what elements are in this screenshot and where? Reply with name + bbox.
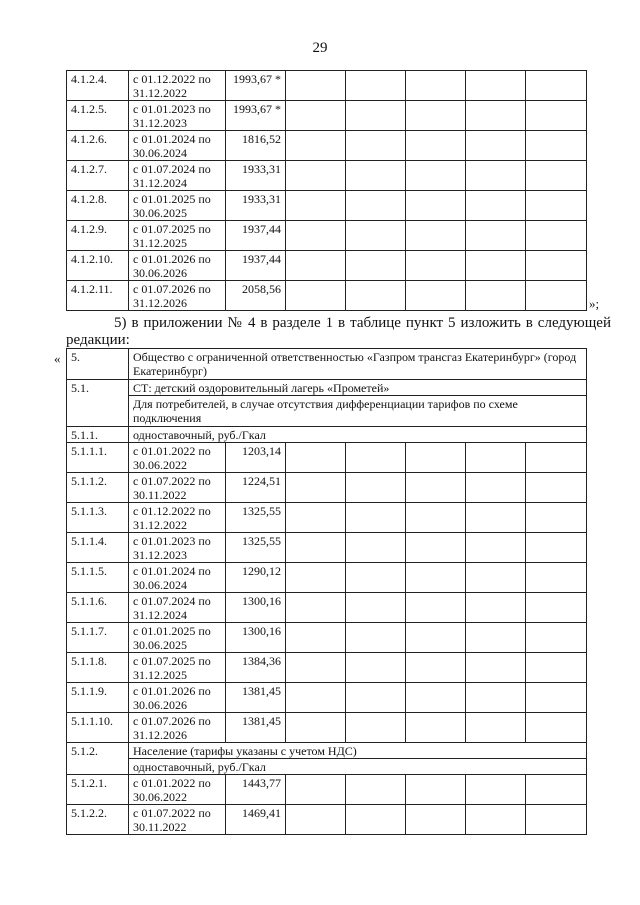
population-rate-label: одноставочный, руб./Гкал [129, 759, 587, 775]
org-row [67, 349, 587, 380]
empty-cell [526, 251, 587, 281]
row-value: 1937,44 [226, 221, 286, 251]
empty-cell [346, 101, 406, 131]
table-row [67, 805, 587, 835]
empty-cell [346, 683, 406, 713]
empty-cell [406, 251, 466, 281]
empty-cell [526, 805, 587, 835]
empty-cell [286, 533, 346, 563]
empty-cell [466, 805, 526, 835]
empty-cell [346, 775, 406, 805]
empty-cell [346, 191, 406, 221]
empty-cell [526, 191, 587, 221]
empty-cell [286, 563, 346, 593]
table-row [67, 533, 587, 563]
table-row [67, 563, 587, 593]
empty-cell [346, 131, 406, 161]
empty-cell [466, 191, 526, 221]
row-period: с 01.01.2024 по 30.06.2024 [129, 563, 226, 593]
row-period: с 01.01.2022 по 30.06.2022 [129, 443, 226, 473]
empty-cell [346, 503, 406, 533]
empty-cell [526, 503, 587, 533]
empty-cell [286, 623, 346, 653]
population-row [67, 743, 587, 759]
consumers-note: Для потребителей, в случае отсутствия дифференциации тарифов по схеме подключения [129, 396, 587, 427]
empty-cell [406, 713, 466, 743]
empty-cell [466, 563, 526, 593]
table-row [67, 251, 587, 281]
row-code: 4.1.2.6. [67, 131, 129, 161]
row-value: 2058,56 [226, 281, 286, 311]
empty-cell [466, 101, 526, 131]
row-code: 5.1.1.7. [67, 623, 129, 653]
row-period: с 01.12.2022 по 31.12.2022 [129, 503, 226, 533]
empty-cell [466, 281, 526, 311]
tariff-table-bottom [66, 348, 587, 835]
table-row [67, 443, 587, 473]
empty-cell [406, 653, 466, 683]
empty-cell [526, 563, 587, 593]
row-code: 4.1.2.11. [67, 281, 129, 311]
empty-cell [286, 101, 346, 131]
empty-cell [346, 251, 406, 281]
empty-cell [406, 221, 466, 251]
row-period: с 01.01.2022 по 30.06.2022 [129, 775, 226, 805]
empty-cell [346, 71, 406, 101]
row-code: 5.1.2.1. [67, 775, 129, 805]
empty-cell [466, 131, 526, 161]
empty-cell [346, 161, 406, 191]
org-code: 5. [67, 349, 129, 380]
st-name: СТ: детский оздоровительный лагерь «Прометей» [129, 380, 587, 396]
empty-cell [526, 131, 587, 161]
one-rate-code: 5.1.1. [67, 427, 129, 443]
empty-cell [286, 251, 346, 281]
empty-cell [466, 503, 526, 533]
empty-cell [526, 775, 587, 805]
empty-cell [346, 221, 406, 251]
empty-cell [286, 593, 346, 623]
one-rate-label: одноставочный, руб./Гкал [129, 427, 587, 443]
row-code: 4.1.2.9. [67, 221, 129, 251]
empty-cell [286, 221, 346, 251]
empty-cell [466, 593, 526, 623]
empty-cell [526, 473, 587, 503]
empty-cell [286, 713, 346, 743]
row-period: с 01.01.2024 по 30.06.2024 [129, 131, 226, 161]
row-period: с 01.01.2025 по 30.06.2025 [129, 191, 226, 221]
empty-cell [406, 71, 466, 101]
empty-cell [526, 281, 587, 311]
empty-cell [526, 443, 587, 473]
empty-cell [526, 533, 587, 563]
amendment-paragraph [66, 315, 611, 349]
empty-cell [346, 805, 406, 835]
empty-cell [526, 221, 587, 251]
row-value: 1325,55 [226, 533, 286, 563]
empty-cell [466, 713, 526, 743]
empty-cell [526, 101, 587, 131]
row-code: 5.1.2.2. [67, 805, 129, 835]
empty-cell [286, 131, 346, 161]
empty-cell [406, 683, 466, 713]
row-code: 5.1.1.5. [67, 563, 129, 593]
empty-cell [346, 473, 406, 503]
row-value: 1290,12 [226, 563, 286, 593]
row-period: с 01.07.2024 по 31.12.2024 [129, 161, 226, 191]
population-label: Население (тарифы указаны с учетом НДС) [129, 743, 587, 759]
st-row [67, 380, 587, 396]
row-value: 1300,16 [226, 593, 286, 623]
row-period: с 01.07.2026 по 31.12.2026 [129, 713, 226, 743]
row-code: 5.1.1.2. [67, 473, 129, 503]
row-value: 1203,14 [226, 443, 286, 473]
empty-cell [526, 71, 587, 101]
empty-cell [406, 503, 466, 533]
empty-cell [346, 281, 406, 311]
empty-cell [406, 131, 466, 161]
row-period: с 01.07.2024 по 31.12.2024 [129, 593, 226, 623]
empty-cell [466, 533, 526, 563]
row-code: 5.1.1.8. [67, 653, 129, 683]
row-value: 1993,67 * [226, 101, 286, 131]
empty-cell [466, 161, 526, 191]
row-code: 5.1.1.9. [67, 683, 129, 713]
empty-cell [406, 533, 466, 563]
empty-cell [286, 281, 346, 311]
empty-cell [526, 683, 587, 713]
empty-cell [346, 623, 406, 653]
empty-cell [406, 161, 466, 191]
row-period: с 01.01.2023 по 31.12.2023 [129, 533, 226, 563]
row-value: 1443,77 [226, 775, 286, 805]
consumers-row [67, 396, 587, 427]
row-value: 1816,52 [226, 131, 286, 161]
row-code: 4.1.2.8. [67, 191, 129, 221]
empty-cell [286, 71, 346, 101]
opening-quote: « [54, 351, 61, 366]
empty-cell [286, 653, 346, 683]
table-row [67, 161, 587, 191]
empty-cell [466, 221, 526, 251]
empty-cell [466, 71, 526, 101]
empty-cell [526, 653, 587, 683]
row-value: 1224,51 [226, 473, 286, 503]
row-period: с 01.07.2025 по 31.12.2025 [129, 221, 226, 251]
empty-cell [406, 281, 466, 311]
page-number: 29 [312, 40, 328, 56]
empty-cell [526, 713, 587, 743]
empty-cell [466, 443, 526, 473]
row-period: с 01.07.2026 по 31.12.2026 [129, 281, 226, 311]
row-value: 1381,45 [226, 683, 286, 713]
row-value: 1469,41 [226, 805, 286, 835]
row-value: 1381,45 [226, 713, 286, 743]
empty-cell [406, 443, 466, 473]
table-row [67, 593, 587, 623]
row-period: с 01.01.2026 по 30.06.2026 [129, 683, 226, 713]
population-code: 5.1.2. [67, 743, 129, 775]
empty-cell [346, 443, 406, 473]
empty-cell [526, 623, 587, 653]
empty-cell [466, 653, 526, 683]
table-row [67, 653, 587, 683]
empty-cell [346, 563, 406, 593]
tariff-table-top [66, 70, 587, 311]
empty-cell [346, 653, 406, 683]
empty-cell [346, 593, 406, 623]
empty-cell [406, 593, 466, 623]
table-row [67, 191, 587, 221]
table-row [67, 71, 587, 101]
empty-cell [466, 623, 526, 653]
table-row [67, 503, 587, 533]
row-value: 1933,31 [226, 191, 286, 221]
table-row [67, 713, 587, 743]
row-period: с 01.07.2025 по 31.12.2025 [129, 653, 226, 683]
row-code: 5.1.1.10. [67, 713, 129, 743]
empty-cell [466, 683, 526, 713]
empty-cell [286, 503, 346, 533]
row-code: 5.1.1.6. [67, 593, 129, 623]
table-row [67, 683, 587, 713]
row-value: 1300,16 [226, 623, 286, 653]
empty-cell [406, 623, 466, 653]
row-value: 1937,44 [226, 251, 286, 281]
one-rate-row [67, 427, 587, 443]
row-period: с 01.07.2022 по 30.11.2022 [129, 473, 226, 503]
empty-cell [346, 713, 406, 743]
table-row [67, 101, 587, 131]
table-row [67, 473, 587, 503]
empty-cell [286, 443, 346, 473]
row-value: 1384,36 [226, 653, 286, 683]
row-code: 5.1.1.1. [67, 443, 129, 473]
closing-quote: »; [589, 296, 600, 311]
empty-cell [286, 683, 346, 713]
row-period: с 01.12.2022 по 31.12.2022 [129, 71, 226, 101]
row-value: 1325,55 [226, 503, 286, 533]
st-code: 5.1. [67, 380, 129, 427]
empty-cell [286, 161, 346, 191]
table-row [67, 131, 587, 161]
table-row [67, 775, 587, 805]
row-code: 4.1.2.4. [67, 71, 129, 101]
table-row [67, 221, 587, 251]
row-period: с 01.01.2026 по 30.06.2026 [129, 251, 226, 281]
population-rate-row [67, 759, 587, 775]
row-period: с 01.01.2025 по 30.06.2025 [129, 623, 226, 653]
empty-cell [346, 533, 406, 563]
empty-cell [286, 805, 346, 835]
empty-cell [286, 775, 346, 805]
amendment-text: 5) в приложении № 4 в разделе 1 в таблице пункт 5 изложить в следующей редакции: [66, 315, 611, 348]
row-code: 4.1.2.5. [67, 101, 129, 131]
org-name: Общество с ограниченной ответственностью «Газпром трансгаз Екатеринбург» (город Екатеринбург) [129, 349, 587, 380]
empty-cell [406, 473, 466, 503]
empty-cell [286, 191, 346, 221]
row-code: 4.1.2.10. [67, 251, 129, 281]
empty-cell [406, 775, 466, 805]
row-code: 4.1.2.7. [67, 161, 129, 191]
row-value: 1933,31 [226, 161, 286, 191]
empty-cell [526, 161, 587, 191]
empty-cell [286, 473, 346, 503]
table-row [67, 623, 587, 653]
empty-cell [406, 191, 466, 221]
row-code: 5.1.1.3. [67, 503, 129, 533]
table-row [67, 281, 587, 311]
empty-cell [466, 473, 526, 503]
row-period: с 01.01.2023 по 31.12.2023 [129, 101, 226, 131]
row-code: 5.1.1.4. [67, 533, 129, 563]
empty-cell [406, 805, 466, 835]
empty-cell [406, 101, 466, 131]
empty-cell [466, 251, 526, 281]
row-period: с 01.07.2022 по 30.11.2022 [129, 805, 226, 835]
row-value: 1993,67 * [226, 71, 286, 101]
empty-cell [466, 775, 526, 805]
empty-cell [406, 563, 466, 593]
empty-cell [526, 593, 587, 623]
